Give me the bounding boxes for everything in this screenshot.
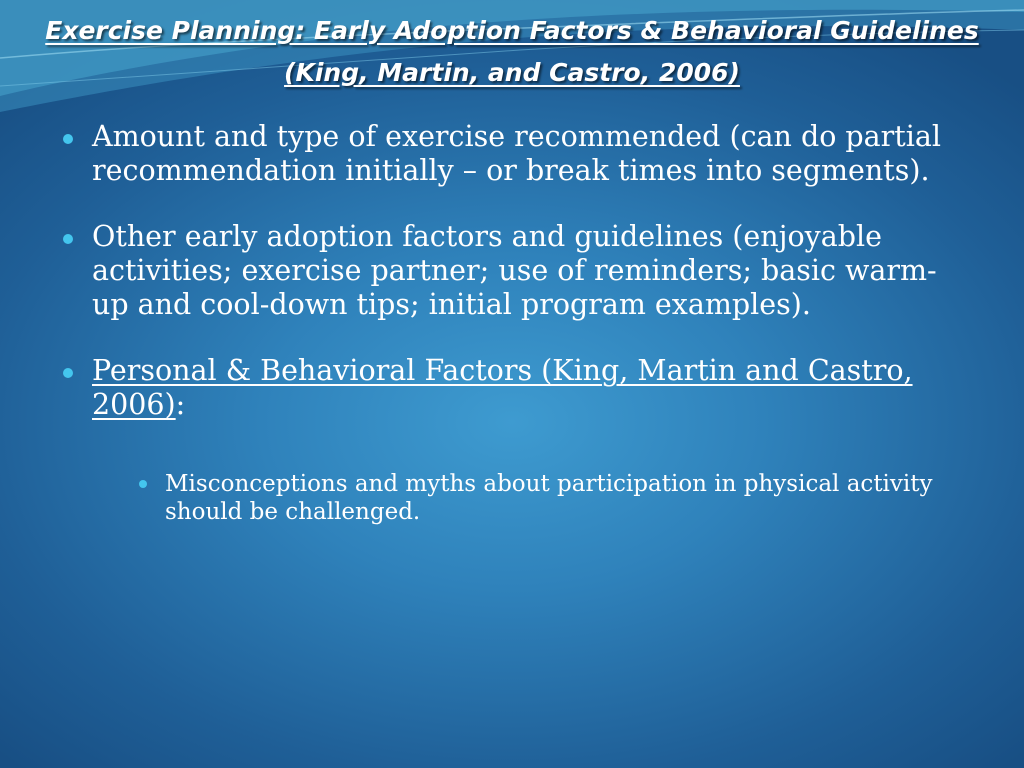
bullet-item bbox=[60, 354, 960, 526]
citation-link[interactable]: Personal & Behavioral Factors (King, Martin and Castro, 2006) bbox=[92, 354, 913, 421]
sub-bullet-text: Misconceptions and myths about participation in physical activity should be challenged. bbox=[165, 471, 933, 525]
sub-bullet-dot-icon bbox=[139, 480, 147, 488]
bullet-text: Other early adoption factors and guidelines (enjoyable activities; exercise partner; use of reminders; basic warm-up and cool-down tips; initial program examples). bbox=[92, 220, 937, 321]
sub-bullet-item bbox=[92, 470, 960, 526]
bullet-dot-icon bbox=[63, 234, 73, 244]
bullet-list bbox=[60, 120, 960, 558]
bullet-dot-icon bbox=[63, 368, 73, 378]
bullet-dot-icon bbox=[63, 134, 73, 144]
bullet-item bbox=[60, 120, 960, 188]
bullet-suffix: : bbox=[175, 388, 186, 421]
slide-title: Exercise Planning: Early Adoption Factors & Behavioral Guidelines (King, Martin, and Castro, 2006) bbox=[45, 16, 979, 87]
bullet-item bbox=[60, 220, 960, 322]
bullet-text: Amount and type of exercise recommended (can do partial recommendation initially – or break times into segments). bbox=[92, 120, 941, 187]
